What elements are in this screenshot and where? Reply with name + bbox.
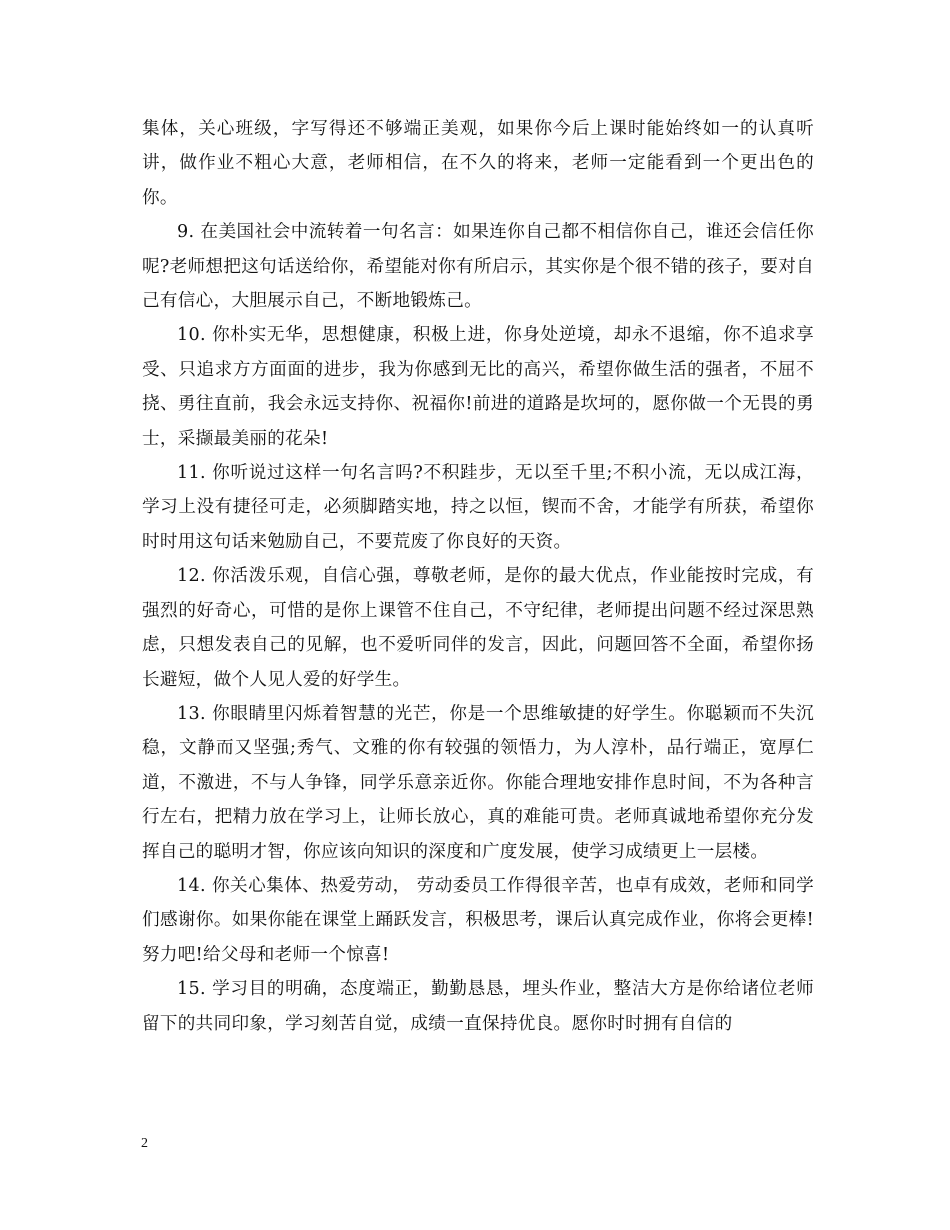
paragraph-item-9: 9. 在美国社会中流转着一句名言：如果连你自己都不相信你自己，谁还会信任你呢?老师想把这句话送给你，希望能对你有所启示，其实你是个很不错的孩子，要对自己有信心，大胆展示自己，不断地锻炼己。 — [142, 222, 814, 312]
page-number: 2 — [141, 1136, 148, 1151]
paragraph-item-11: 11. 你听说过这样一句名言吗?不积跬步，无以至千里;不积小流，无以成江海，学习上没有捷径可走，必须脚踏实地，持之以恒，锲而不舍，才能学有所获，希望你时时用这句话来勉励自己，不要荒废了你良好的天资。 — [142, 463, 814, 552]
document-body — [142, 112, 814, 1041]
paragraph-item-13: 13. 你眼睛里闪烁着智慧的光芒，你是一个思维敏捷的好学生。你聪颖而不失沉稳，文静而又坚强;秀气、文雅的你有较强的领悟力，为人淳朴，品行端正，宽厚仁道，不激进，不与人争锋，同学乐意亲近你。你能合理地安排作息时间，不为各种言行左右，把精力放在学习上，让师长放心，真的难能可贵。老师真诚地希望你充分发挥自己的聪明才智，你应该向知识的深度和广度发展，使学习成绩更上一层楼。 — [142, 703, 814, 862]
paragraph-continuation: 集体，关心班级，字写得还不够端正美观，如果你今后上课时能始终如一的认真听讲，做作业不粗心大意，老师相信，在不久的将来，老师一定能看到一个更出色的你。 — [142, 119, 814, 208]
paragraph-item-12: 12. 你活泼乐观，自信心强，尊敬老师，是你的最大优点，作业能按时完成，有强烈的好奇心，可惜的是你上课管不住自己，不守纪律，老师提出问题不经过深思熟虑，只想发表自己的见解，也不爱听同伴的发言，因此，问题回答不全面，希望你扬长避短，做个人见人爱的好学生。 — [142, 566, 814, 690]
paragraph-item-10: 10. 你朴实无华，思想健康，积极上进，你身处逆境，却永不退缩，你不追求享受、只追求方方面面的进步，我为你感到无比的高兴，希望你做生活的强者，不屈不挠、勇往直前，我会永远支持你、祝福你!前进的道路是坎坷的，愿你做一个无畏的勇士，采撷最美丽的花朵! — [142, 325, 814, 449]
paragraph-item-14: 14. 你关心集体、热爱劳动， 劳动委员工作得很辛苦，也卓有成效，老师和同学们感谢你。如果你能在课堂上踊跃发言，积极思考，课后认真完成作业，你将会更棒!努力吧!给父母和老师一个惊喜! — [142, 875, 814, 965]
paragraph-item-15: 15. 学习目的明确，态度端正，勤勤恳恳，埋头作业，整洁大方是你给诸位老师留下的共同印象，学习刻苦自觉，成绩一直保持优良。愿你时时拥有自信的 — [142, 979, 814, 1034]
